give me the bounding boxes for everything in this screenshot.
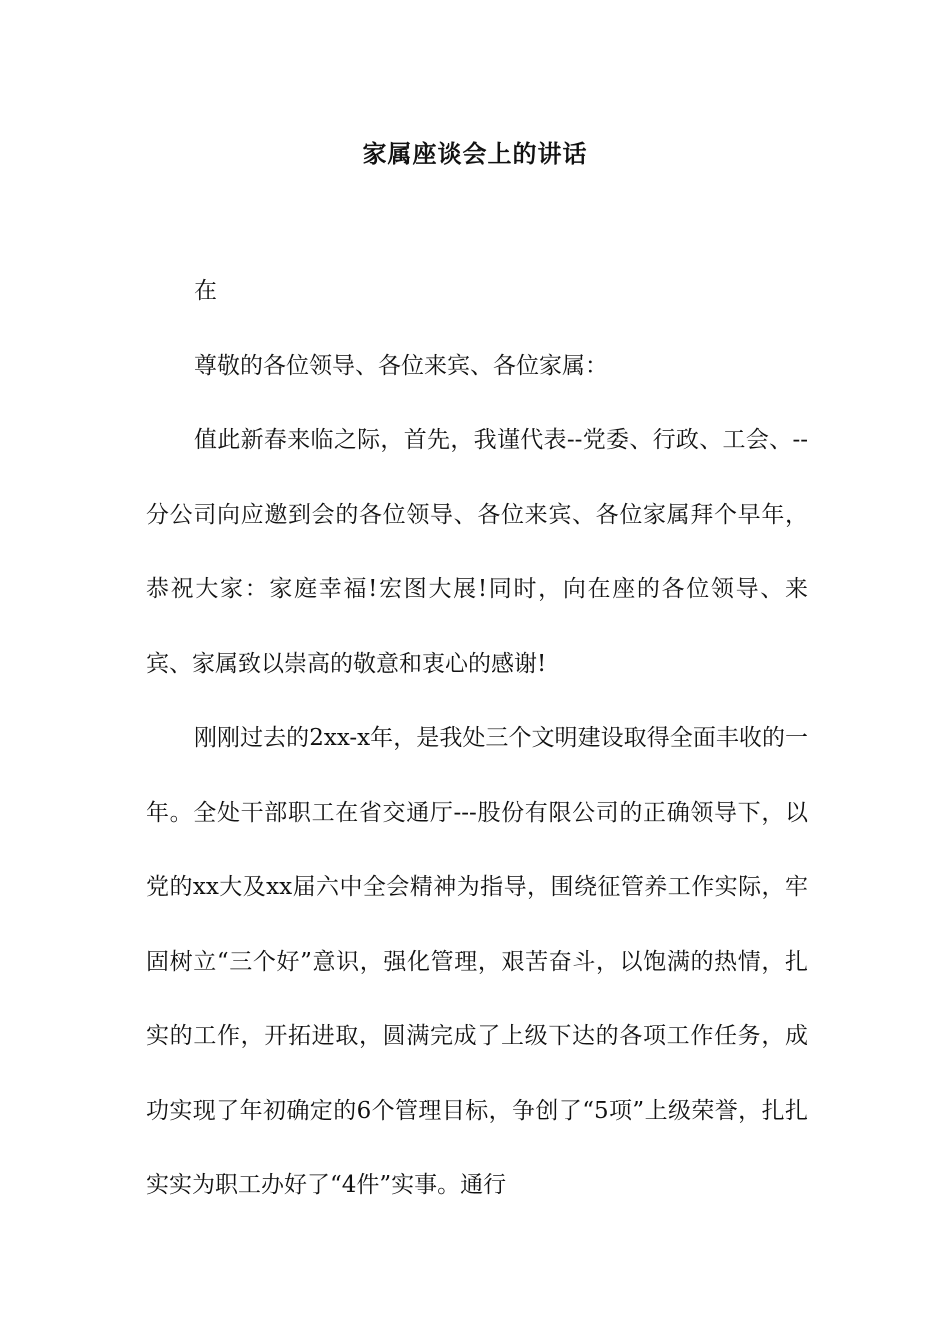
paragraph-3: 值此新春来临之际，首先，我谨代表--党委、行政、工会、--分公司向应邀到会的各位领导、各位来宾、各位家属拜个早年，恭祝大家：家庭幸福!宏图大展!同时，向在座的各位领导、来宾、家属致以崇高的敬意和衷心的感谢! — [146, 427, 808, 677]
document-title: 家属座谈会上的讲话 — [362, 140, 588, 168]
paragraph-salutation: 尊敬的各位领导、各位来宾、各位家属： — [194, 352, 608, 379]
paragraph-1: 在 — [194, 278, 217, 304]
document-body — [146, 254, 808, 1223]
paragraph-4: 刚刚过去的2xx-x年，是我处三个文明建设取得全面丰收的一年。全处干部职工在省交通厅---股份有限公司的正确领导下，以党的xx大及xx届六中全会精神为指导，围绕征管养工作实际，牢固树立“三个好”意识，强化管理，艰苦奋斗，以饱满的热情，扎实的工作，开拓进取，圆满完成了上级下达的各项工作任务，成功实现了年初确定的6个管理目标，争创了“5项”上级荣誉，扎扎实实为职工办好了“4件”实事。通行 — [146, 725, 808, 1198]
